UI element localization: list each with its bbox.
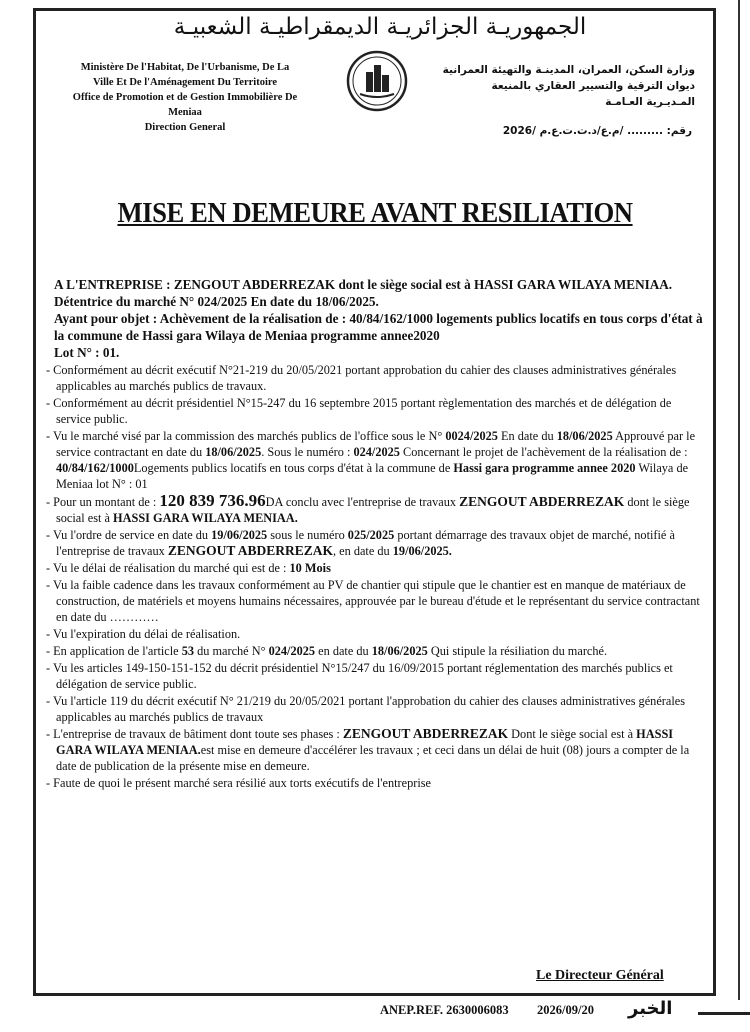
clause-text: - Pour un montant de : [46,495,160,509]
market-number: 0024/2025 [445,429,498,443]
clause-text: . Sous le numéro : [261,445,354,459]
clause-text: Approuvé par le service contractant en date du [56,429,696,459]
market-date: 18/06/2025 [556,429,613,443]
clause-text: - L'entreprise de travaux de bâtiment dont toute ses phases : [46,727,343,741]
contract-amount: 120 839 736.96 [159,491,266,510]
clause-item [46,643,706,659]
housing-count: 40/84/162/1000 [56,461,134,475]
ministry-line-ar: وزارة السكن، العمران، المدينـة والتهيئة العمرانية [442,64,695,76]
market-number: 024/2025 [268,644,316,658]
object-line: Ayant pour objet : Achèvement de la réalisation de : 40/84/162/1000 logements publics locatifs en tous corps d'état à la commune de Hassi gara Wilaya de Meniaa programme annee2020 [54,311,703,343]
clause-text: En date du [497,429,557,443]
direction-line-ar: المـديـرية العـامـة [605,96,695,108]
ministry-header-fr [40,60,330,135]
office-line: Office de Promotion et de Gestion Immobilière De [72,92,298,103]
clause-item: - Vu les articles 149-150-151-152 du décrit présidentiel N°15/247 du 16/09/2015 portant réglementation des marchés publics et délégation de service public. [46,661,673,691]
approval-date: 18/06/2025 [205,445,262,459]
clause-item [46,726,706,774]
clause-text: - Vu l'ordre de service en date du [46,528,212,542]
clause-text: Qui stipule la résiliation du marché. [427,644,608,658]
newspaper-logo: الخبر [628,998,673,1019]
notification-date: 19/06/2025. [392,544,452,558]
market-holder-line: Détentrice du marché N° 024/2025 En date du 18/06/2025. [54,294,379,309]
clause-item: - Vu la faible cadence dans les travaux conformément au PV de chantier qui stipule que le chantier est en manque de matériaux de construction, de matériels et moyens humains nécessaires, approuvée par le bureau d'étude et le représentant du service contractant en date du ………… [46,578,700,624]
ministry-line: Ville Et De l'Aménagement Du Territoire [92,77,277,88]
service-order-date: 19/06/2025 [211,528,268,542]
ministry-header-ar [430,62,695,110]
clause-text: , en date du [333,544,393,558]
article-number: 53 [181,644,195,658]
clause-text: du marché N° [194,644,269,658]
page-edge-rule [738,0,740,1000]
office-logo [346,50,408,112]
clause-text: Concernant le projet de l'achèvement de la réalisation de : [399,445,688,459]
publication-date: 2026/09/20 [537,1003,594,1017]
footer-rule [698,1012,750,1015]
program-name: Hassi gara programme annee 2020 [453,461,636,475]
clause-item: - Conformément au décrit présidentiel N°15-247 du 16 septembre 2015 portant règlementation des marchés et de délégation de service public. [46,396,672,426]
clause-item: - Conformément au décrit exécutif N°21-219 du 20/05/2021 portant approbation du cahier des clauses administratives générales applicables au marchés publics de travaux. [46,363,677,393]
signature-title: Le Directeur Général [536,968,664,983]
ministry-line: Ministère De l'Habitat, De l'Urbanisme, De La [80,62,290,73]
document-body [46,276,706,791]
clause-text: sous le numéro [267,528,348,542]
market-number: 024/2025 [353,445,400,459]
enterprise-address: HASSI GARA WILAYA MENIAA. [113,511,298,525]
document-title: MISE EN DEMEURE AVANT RESILIATION [117,197,633,229]
clause-text: - En application de l'article [46,644,182,658]
clause-item [46,527,706,559]
clause-text: Logements publics locatifs en tous corps d'état à la commune de [133,461,454,475]
direction-line: Direction General [144,122,226,133]
arabic-republic-title: الجمهوريـة الجزائريـة الديمقراطيـة الشعبيـة [173,14,587,40]
clause-item [46,428,706,492]
clause-item: - Vu l'article 119 du décrit exécutif N° 21/219 du 20/05/2021 portant l'approbation du cahier des clauses administratives générales applicables au marchés publics de travaux [46,694,685,724]
reference-number: رقم: ......... /م.ع/د.ت.ت.ع.م /2026 [502,125,692,137]
office-line: Meniaa [168,107,202,118]
clause-item [46,560,706,576]
lot-line: Lot N° : 01. [54,345,120,360]
office-line-ar: ديوان الترقية والتسيير العقاري بالمنيعة [491,80,695,92]
clause-text: en date du [315,644,372,658]
clause-text: - Vu le délai de réalisation du marché qui est de : [46,561,290,575]
clause-text: portant démarrage des travaux objet de marché, notifié à l'entreprise de travaux [56,528,675,558]
clause-item [46,493,706,526]
enterprise-name: ZENGOUT ABDERREZAK [459,494,625,509]
clause-text: dont le siège social est à [56,495,690,525]
enterprise-line: A L'ENTREPRISE : ZENGOUT ABDERREZAK dont le siège social est à HASSI GARA WILAYA MENIAA. [54,277,673,292]
enterprise-address: HASSI GARA WILAYA MENIAA. [56,727,674,757]
completion-delay: 10 Mois [289,561,331,575]
clause-text: DA conclu avec l'entreprise de travaux [265,495,460,509]
clause-item: - Vu l'expiration du délai de réalisation. [46,627,241,641]
market-date: 18/06/2025 [371,644,428,658]
clause-text: Wilaya de Meniaa lot N° : 01 [56,461,689,491]
clause-text: - Vu le marché visé par la commission des marchés publics de l'office sous le N° [46,429,446,443]
enterprise-name: ZENGOUT ABDERREZAK [167,543,333,558]
enterprise-name: ZENGOUT ABDERREZAK [342,726,509,741]
clause-text: est mise en demeure d'accélérer les travaux ; et ceci dans un délai de huit (08) jours a compter de la date de publication de la présente mise en demeure. [56,743,690,773]
anep-reference: ANEP.REF. 2630006083 [380,1003,509,1017]
service-order-number: 025/2025 [347,528,395,542]
clause-item: - Faute de quoi le présent marché sera résilié aux torts exécutifs de l'entreprise [46,776,431,790]
clause-text: Dont le siège social est à [508,727,637,741]
